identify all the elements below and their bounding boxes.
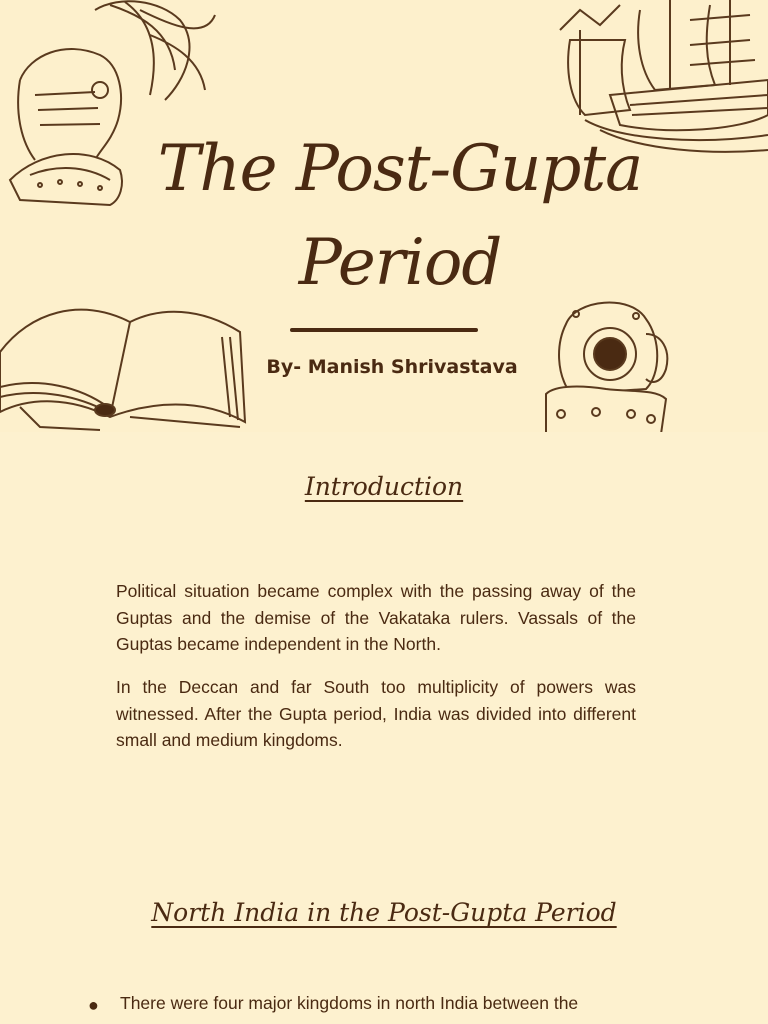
bullet-text: There were four major kingdoms in north India between the bbox=[120, 993, 579, 1013]
intro-paragraph-1: Political situation became complex with the passing away of the Guptas and the demise of the Vakataka rulers. Vassals of the Guptas became independent in the North. bbox=[116, 581, 636, 654]
north-india-heading: North India in the Post-Gupta Period bbox=[151, 898, 617, 927]
cover-section bbox=[0, 0, 768, 432]
document-title bbox=[150, 122, 650, 310]
bullet-icon: ● bbox=[88, 995, 99, 1015]
title-line-2: Period bbox=[298, 226, 502, 300]
title-line-1: The Post-Gupta bbox=[157, 132, 643, 206]
introduction-heading: Introduction bbox=[304, 472, 464, 501]
intro-paragraph-2: In the Deccan and far South too multiplicity of powers was witnessed. After the Gupta period, India was divided into different small and medium kingdoms. bbox=[116, 677, 636, 750]
title-divider bbox=[290, 328, 478, 332]
author-byline: By- Manish Shrivastava bbox=[266, 356, 518, 378]
